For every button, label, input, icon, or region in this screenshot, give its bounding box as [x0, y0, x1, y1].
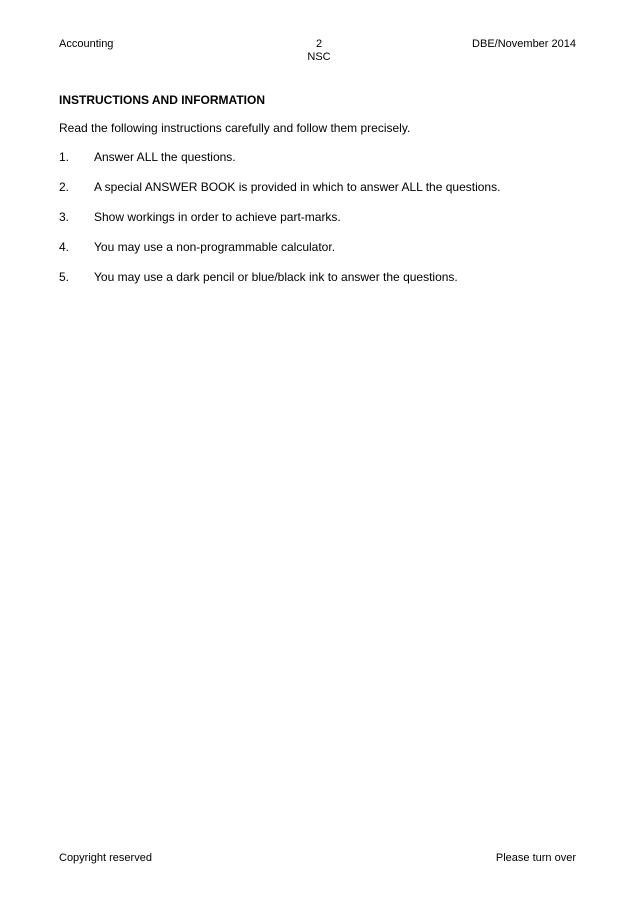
footer-copyright: Copyright reserved — [59, 852, 152, 864]
instruction-number: 4. — [59, 240, 70, 254]
header-exam-session: DBE/November 2014 — [472, 38, 576, 50]
footer-turn-over: Please turn over — [495, 852, 576, 864]
instruction-item — [59, 240, 579, 270]
instruction-text: A special ANSWER BOOK is provided in which to answer ALL the questions. — [94, 180, 501, 194]
instruction-item — [59, 270, 579, 300]
instruction-text: You may use a dark pencil or blue/black ink to answer the questions. — [94, 270, 458, 284]
instructions-list — [59, 150, 579, 300]
header-page-number: 2 — [315, 38, 323, 50]
instruction-item — [59, 180, 579, 210]
instruction-number: 5. — [59, 270, 70, 284]
instruction-text: You may use a non-programmable calculator. — [94, 240, 336, 254]
header-subject: Accounting — [59, 38, 114, 50]
instruction-number: 3. — [59, 210, 70, 224]
instruction-number: 1. — [59, 150, 70, 164]
instruction-item — [59, 210, 579, 240]
header-exam-code: NSC — [307, 51, 331, 63]
instruction-item — [59, 150, 579, 180]
instruction-text: Show workings in order to achieve part-marks. — [94, 210, 341, 224]
instruction-number: 2. — [59, 180, 70, 194]
section-intro: Read the following instructions carefully and follow them precisely. — [59, 121, 411, 135]
instruction-text: Answer ALL the questions. — [94, 150, 236, 164]
section-heading: INSTRUCTIONS AND INFORMATION — [59, 93, 265, 107]
